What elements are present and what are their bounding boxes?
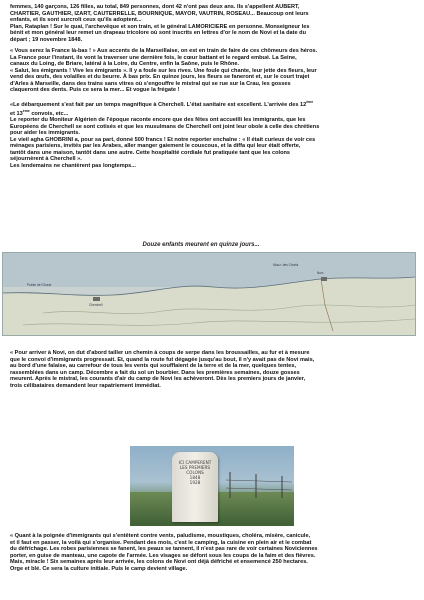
- text-line: meurent. Après le mistral, les courants d'air du camp de Novi les achèveront. Dès les premiers jours de janvier,: [10, 376, 306, 382]
- text-line: claqueront des dents. Puis ce sera la mer... Et vogue la frégate !: [10, 87, 180, 93]
- text-line: Le vieil agha GHOBRINI a, pour sa part, donné 500 francs ! Et notre reporter enchaîne : « Il était curieux de voir ces: [10, 136, 316, 143]
- text-line: pour aider les immigrants.: [10, 130, 80, 137]
- text-line: que le convoi d'immigrants progressait. Et, quand la route fut dégagée jusqu'au bout, il n'y avait pas de Novi mais,: [10, 356, 315, 363]
- text-span: «Le débarquement s'est fait par un temps magnifique à Cherchell. L'état sanitaire est excellent. L'arrivée des 12: [10, 101, 307, 108]
- superscript: ème: [22, 108, 30, 113]
- text-line: du défrichage. Les robes parisiennes se fanent, les peaux se tannent, il n'est pas rare de voir certaines Noviciennes: [10, 546, 318, 552]
- text-line: Les lendemains ne chantèrent pas longtemps...: [10, 162, 136, 169]
- map-label-cherchell: Cherchell: [89, 303, 103, 307]
- map-label-pointe: Pointe de l'Ouest: [27, 283, 52, 287]
- article-middle: [10, 350, 412, 389]
- text-line: « Salut, les émigrants ! Vive les émigrants ». Il y a foule sur les rives. Une foule qui chante, leur jette des fleurs, leur: [10, 67, 317, 74]
- text-line: Le reporter du Moniteur Algérien de l'époque raconte encore que des fêtes ont accueilli les immigrants, que les: [10, 117, 306, 124]
- paragraph-2: [10, 48, 412, 94]
- text-line: d'Arles à Marseille, dans des trains sans vitres où s'engouffre le mistral qui se rue sur la Crau, les gosses: [10, 80, 291, 87]
- photo-fence: [226, 468, 292, 498]
- text-line: Mais, miracle ! Six semaines après leur arrivée, les colons de Novi ont déjà défriché et ensemencé 250 hectares.: [10, 559, 308, 565]
- text-span: et 13: [10, 110, 23, 117]
- text-line: « Quant à la poignée d'immigrants qui s'entêtent contre vents, paludisme, moustiques, choléra, misère, canicule,: [10, 533, 311, 539]
- map-label-mouzaia: Mouz. des Chorfa: [273, 263, 299, 267]
- coastal-map-image: [2, 252, 416, 336]
- text-line: départ ; 19 novembre 1848.: [10, 36, 83, 43]
- text-line: ménages parisiens, invités par les Arabes, aller manger gaiement le couscous, et la diffa qui leur était offerte,: [10, 143, 301, 150]
- text-line: CHARTIER, GAUTHIER, IZART, CAUTERRELLE, BOURNIQUE, MAYOR, VAUTRIN, ROSEAU... Beaucoup ont leurs: [10, 10, 309, 17]
- text-line: et il faut en passer, la voilà qui s'organise. Pendant des mois, c'est le camping, la cuisine en plein air et le combat: [10, 539, 312, 546]
- superscript: ème: [306, 99, 314, 104]
- memorial-inscription: [174, 460, 216, 485]
- text-line: « Vous serez la France là-bas ! » Aux accents de la Marseillaise, on est en train de faire de ces chômeurs des héros.: [10, 48, 318, 54]
- text-span: convois, etc...: [29, 110, 69, 117]
- map-label-novi: Novi: [317, 271, 324, 275]
- text-line: femmes, 140 garçons, 126 filles, au total, 849 personnes, dont 42 n'ont pas deux ans. Ils s'appellent AUBERT,: [10, 4, 300, 10]
- text-line: La France pour l'instant, ils vont la traverser une dernière fois, le cœur battant et le regard embué. La Seine,: [10, 54, 297, 61]
- text-line: [10, 99, 412, 108]
- text-line: canaux du Loing, de Briare, latéral à la Loire, du Centre, enfin la Saône, puis le Rhône.: [10, 61, 240, 67]
- text-line: enfants, et ils sont surcroît ceux qu'ils adoptent...: [10, 17, 142, 23]
- text-line: [10, 108, 412, 117]
- inscription-line: ICI CAMPERENT: [178, 460, 212, 465]
- memorial-stone-photo: [130, 446, 294, 526]
- text-line: trois célibataires demandent leur rapatriement immédiat.: [10, 382, 161, 389]
- text-line: au bord d'une falaise, au carrefour de tous les vents qui soufflaient de la terre et de la mer, quelques tentes,: [10, 363, 297, 369]
- inscription-line: COLONS: [186, 470, 204, 475]
- article-bottom: [10, 533, 412, 572]
- inscription-line: LES PREMIERS: [179, 465, 211, 470]
- text-line: porter, en guise de manteau, une capote de l'armée. Les visages se défont sous les coups de la faim et des fièvres.: [10, 552, 316, 559]
- paragraph-3: [10, 99, 412, 170]
- text-line: tantôt dans une maison, tantôt dans une autre. Cette hospitalité cordiale fut pratiquée tant que les colons: [10, 149, 291, 156]
- article-top: [10, 4, 412, 169]
- text-line: bénit et mon général leur remet un drapeau tricolore où sont inscrits en lettres d'or le nom de Novi et la date du: [10, 30, 306, 36]
- text-line: vend des œufs, des volailles et du beurre. À bas prix. En quinze jours, les fleurs se faneront et, sur le court trajet: [10, 74, 310, 80]
- map-land-svg: [3, 253, 415, 335]
- text-line: Plan, Rataplan ! Sur le quai, l'archevêque et son train, et le général LAMORICIERE en personne. Monseigneur les: [10, 23, 310, 30]
- text-line: « Pour arriver à Novi, on dut d'abord tailler un chemin à coups de serpe dans les broussailles, au fur et à mesure: [10, 350, 310, 356]
- text-line: Orge et blé. Ce sera la culture initiale. Puis le camp devient village.: [10, 565, 188, 572]
- inscription-line: 1848: [189, 475, 201, 480]
- section-caption: Douze enfants meurent en quinze jours...: [142, 242, 260, 248]
- inscription-line: 1928: [189, 480, 201, 485]
- text-line: séjournèrent à Cherchell ».: [10, 156, 82, 163]
- text-line: rassemblées dans un camp. Décembre a fait du sol un bourbier. Dans les premières semaines, douze gosses: [10, 369, 300, 376]
- text-line: Européens de Cherchell se sont cotisés et que les musulmans de Cherchell ont joint leur obole à celle des chrétiens: [10, 123, 320, 130]
